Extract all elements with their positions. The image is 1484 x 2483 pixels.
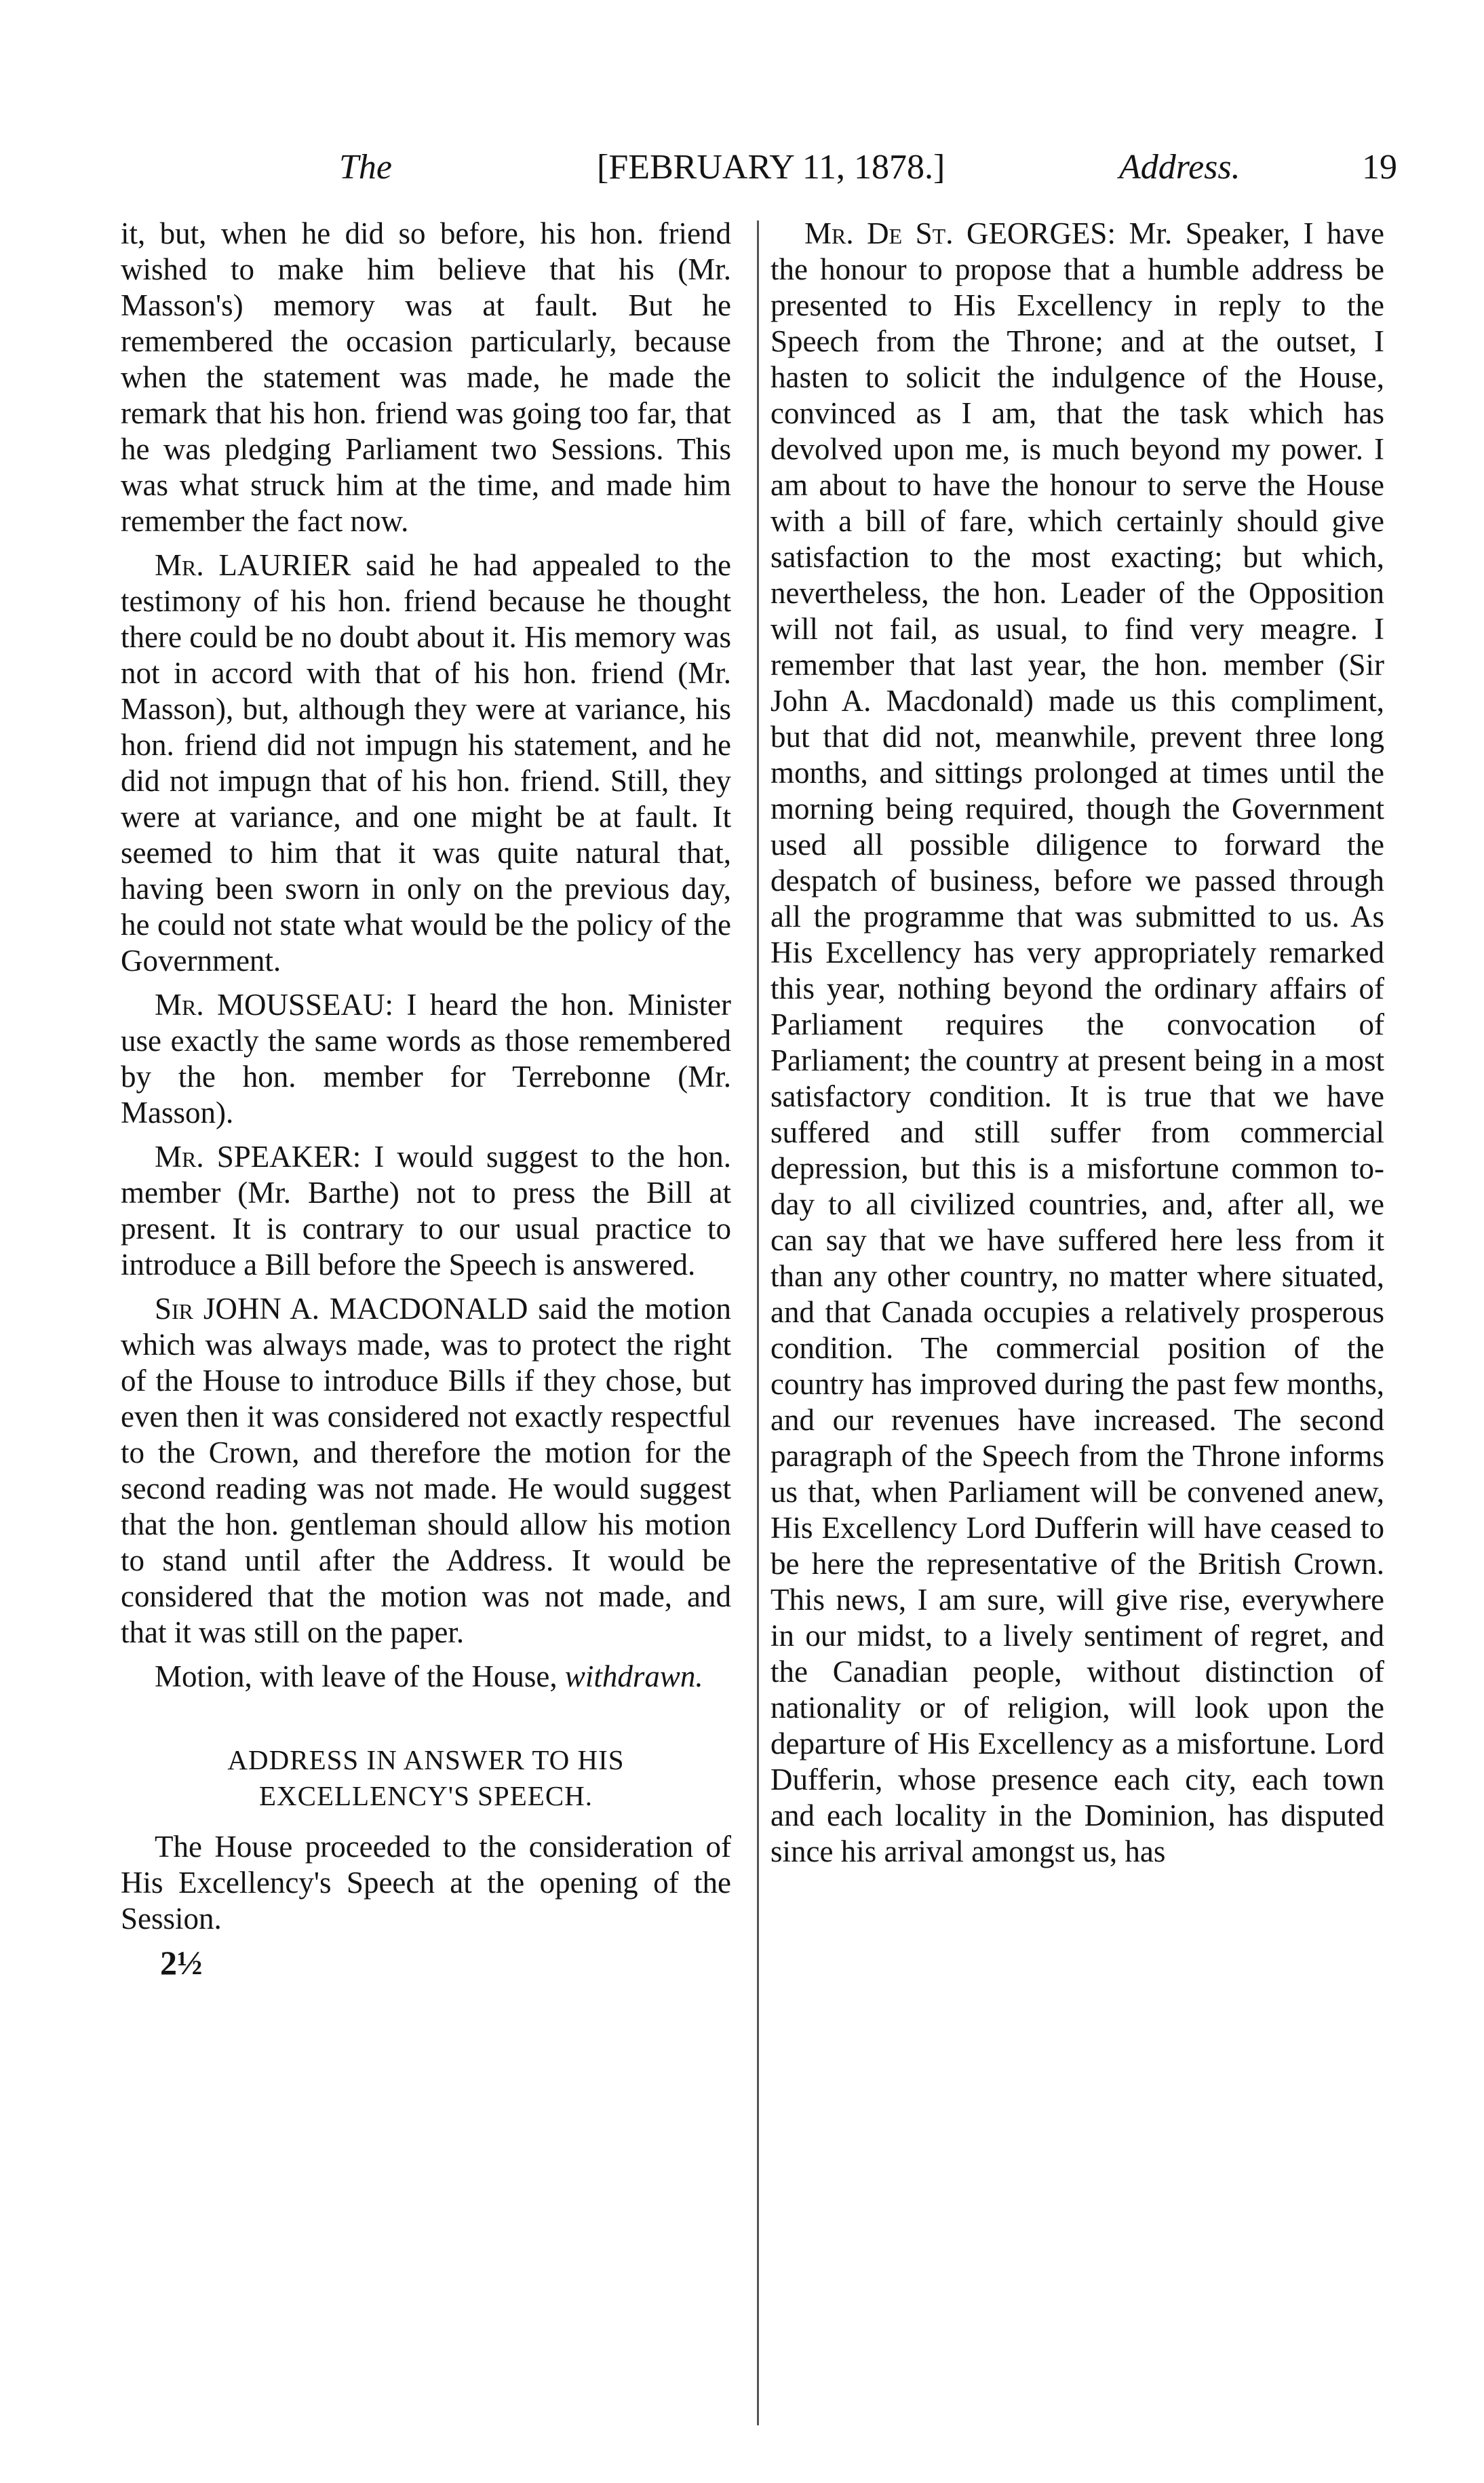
signature-mark: 2½ (160, 1944, 203, 1982)
paragraph-text: : I heard the hon. Minister use exactly the same words as those remembered by the hon. member for Terrebonne (Mr. Masson). (121, 988, 732, 1130)
paragraph-text: said he had appealed to the testimony of his hon. friend because he thought there could be no doubt about it. His memory was not in accord with that of his hon. friend (Mr. Masson), but, although they were at variance, his hon. friend did not impugn his statement, and he did not impugn that of his hon. friend. Still, they were at variance, and one might be at fault. It seemed to him that it was quite natural that, having been sworn in only on the previous day, he could not state what would be the policy of the Government. (121, 548, 731, 978)
header-left: The (339, 148, 392, 187)
page-number: 19 (1362, 148, 1397, 187)
paragraph-text: : I would suggest to the hon. member (Mr. Barthe) not to press the Bill at present. It is contrary to our usual practice to introduce a Bill before the Speech is answered. (121, 1140, 731, 1282)
paragraph-de-st-georges (770, 216, 1384, 1870)
paragraph-laurier (121, 547, 731, 979)
header-right: Address. (1119, 148, 1241, 187)
paragraph-text: said the motion which was always made, was to protect the right of the House to introduce Bills if they chose, but even then it was considered not exactly respectful to the Crown, and therefore the motion for the second reading was not made. He would suggest that the hon. gentleman should allow his motion to stand until after the Address. It would be considered that the motion was not made, and that it was still on the paper. (121, 1292, 731, 1649)
section-heading: ADDRESS IN ANSWER TO HIS EXCELLENCY'S SPEECH. (227, 1744, 625, 1811)
paragraph-text: : Mr. Speaker, I have the honour to propose that a humble address be presented to His Excellency in reply to the Speech from the Throne; and at the outset, I hasten to solicit the indulgence of the House, convinced as I am, that the task which has devolved upon me, is much beyond my power. I am about to have the honour to serve the House with a bill of fare, which certainly should give satisfaction to the most exacting; but which, nevertheless, the hon. Leader of the Opposition will not fail, as usual, to find very meagre. I remember that last year, the hon. member (Sir John A. Macdonald) made us this compliment, but that did not, meanwhile, prevent three long months, and sittings prolonged at times until the morning being required, though the Government used all possible diligence to forward the despatch of business, before we passed through all the programme that was submitted to us. As His Excellency has very appropriately remarked this year, nothing beyond the ordinary affairs of Parliament requires the convocation of Parliament; the country at present being in a most satisfactory condition. It is true that we have suffered and still suffer from commercial depression, but this is a misfortune common to-day to all civilized countries, and, after all, we can say that we have suffered here less from it than any other country, no matter where situated, and that Canada occupies a relatively prosperous condition. The commercial position of the country has improved during the past few months, and our revenues have increased. The second paragraph of the Speech from the Throne informs us that, when Parliament will be convened anew, His Excellency Lord Dufferin will have ceased to be here the representative of the British Crown. This news, I am sure, will give rise, everywhere in our midst, to a lively sentiment of regret, and the Canadian people, without distinction of nationality or of religion, will look upon the departure of His Excellency as a misfortune. Lord Dufferin, whose presence each city, each town and each locality in the Dominion, has disputed since his arrival amongst us, has (770, 216, 1384, 1868)
right-column (770, 216, 1384, 1878)
header-date: [FEBRUARY 11, 1878.] (597, 148, 945, 187)
left-column (121, 216, 731, 1981)
paragraph-macdonald (121, 1291, 731, 1651)
speaker-name: Mr. SPEAKER (155, 1140, 353, 1174)
paragraph-mousseau (121, 987, 731, 1131)
speaker-name: Mr. MOUSSEAU (155, 988, 385, 1022)
speaker-name: Sir JOHN A. MACDONALD (155, 1292, 528, 1326)
paragraph-house: The House proceeded to the consideration of His Excellency's Speech at the opening of the Session. (121, 1830, 731, 1936)
speaker-name: Mr. LAURIER (155, 548, 351, 582)
paragraph-text: Motion, with leave of the House, (155, 1659, 565, 1693)
running-header (136, 144, 1397, 191)
italic-text: withdrawn. (564, 1659, 703, 1693)
speaker-name: Mr. De St. GEORGES (804, 216, 1108, 250)
column-divider (757, 220, 759, 2425)
paragraph-motion (121, 1659, 731, 1695)
paragraph-speaker (121, 1139, 731, 1283)
paragraph-continuation: it, but, when he did so before, his hon. friend wished to make him believe that his (Mr. Masson's) memory was at fault. But he remembered the occasion particularly, because when the statement was made, he made the remark that his hon. friend was going too far, that he was pledging Parliament two Sessions. This was what struck him at the time, and made him remember the fact now. (121, 216, 731, 538)
